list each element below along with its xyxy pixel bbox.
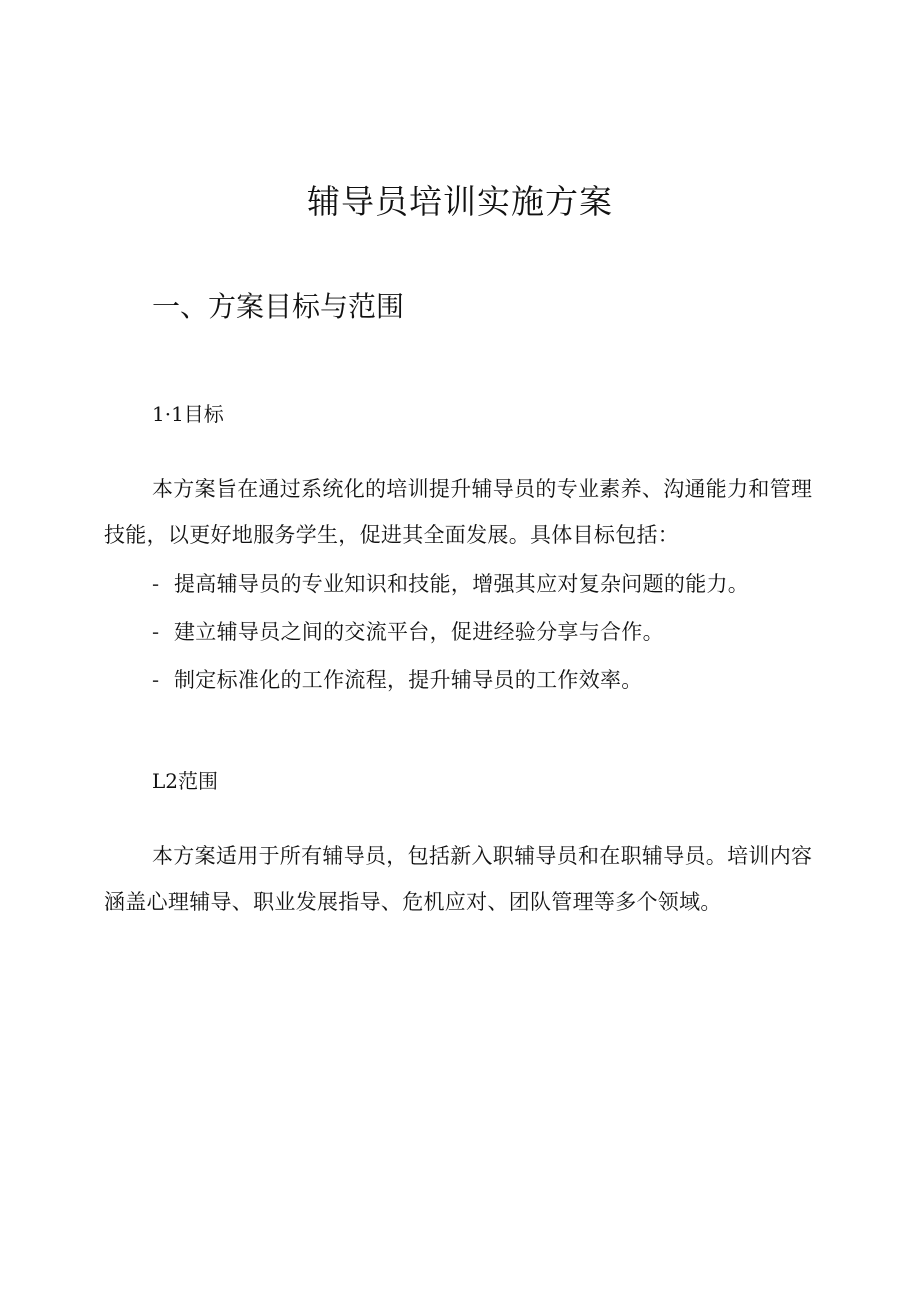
bullet-text: 建立辅导员之间的交流平台，促进经验分享与合作。: [174, 620, 664, 644]
goals-bullet-list: [152, 560, 852, 704]
bullet-marker: -: [152, 668, 160, 692]
section-heading: 一、方案目标与范围: [152, 290, 405, 323]
bullet-marker: -: [152, 620, 160, 644]
subsection-heading-scope: L2范围: [152, 769, 219, 793]
bullet-text: 制定标准化的工作流程，提升辅导员的工作效率。: [174, 668, 643, 692]
scope-paragraph: 本方案适用于所有辅导员，包括新入职辅导员和在职辅导员。培训内容涵盖心理辅导、职业发展指导、危机应对、团队管理等多个领域。: [104, 844, 813, 914]
list-item: [152, 656, 852, 704]
subsection-heading-goals: 1·1目标: [152, 402, 224, 426]
list-item: [152, 560, 852, 608]
bullet-text: 提高辅导员的专业知识和技能，增强其应对复杂问题的能力。: [174, 572, 750, 596]
list-item: [152, 608, 852, 656]
bullet-marker: -: [152, 572, 160, 596]
goals-paragraph: 本方案旨在通过系统化的培训提升辅导员的专业素养、沟通能力和管理技能，以更好地服务学生，促进其全面发展。具体目标包括：: [104, 477, 813, 547]
document-title: 辅导员培训实施方案: [307, 182, 613, 221]
